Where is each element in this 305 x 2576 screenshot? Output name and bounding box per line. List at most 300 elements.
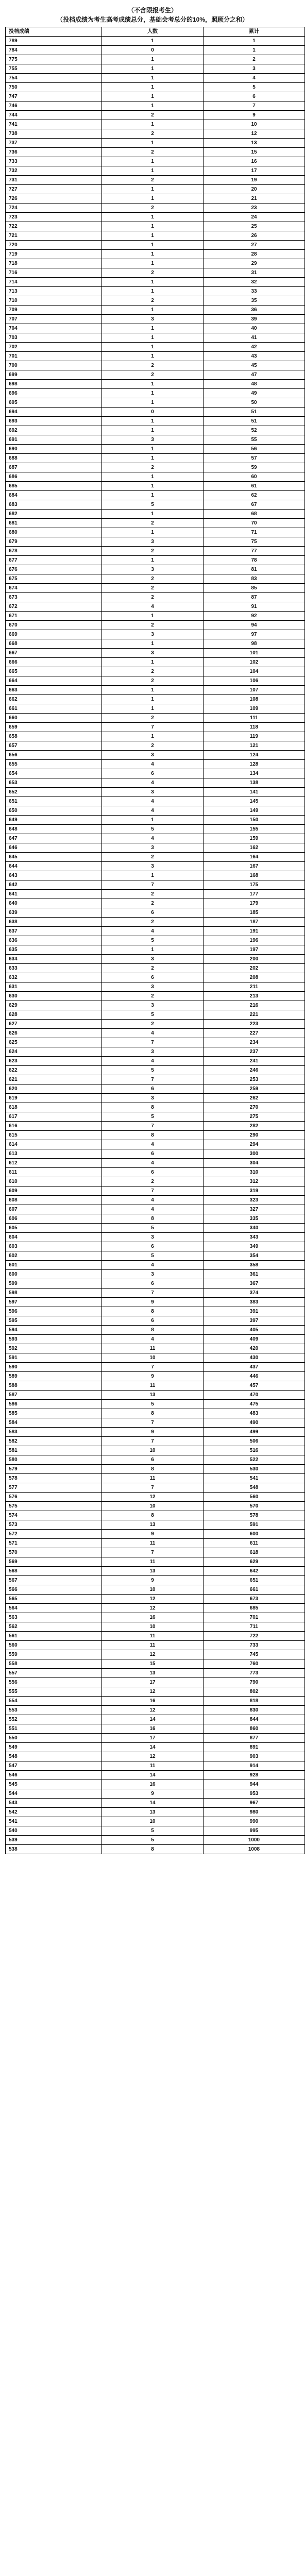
cell-cumulative: 361 bbox=[204, 1270, 305, 1279]
cell-score: 657 bbox=[6, 741, 102, 751]
column-header-score: 投档成绩 bbox=[6, 27, 102, 37]
cell-score: 548 bbox=[6, 1752, 102, 1761]
cell-score: 750 bbox=[6, 83, 102, 92]
table-row bbox=[6, 1187, 305, 1196]
cell-count: 9 bbox=[102, 1372, 204, 1381]
table-row bbox=[6, 1084, 305, 1094]
table-row bbox=[6, 101, 305, 111]
cell-cumulative: 578 bbox=[204, 1511, 305, 1520]
table-row bbox=[6, 46, 305, 55]
cell-cumulative: 995 bbox=[204, 1826, 305, 1836]
table-row bbox=[6, 695, 305, 704]
cell-count: 1 bbox=[102, 417, 204, 426]
table-row bbox=[6, 1437, 305, 1446]
table-row bbox=[6, 472, 305, 482]
table-row bbox=[6, 964, 305, 973]
table-row bbox=[6, 1622, 305, 1632]
cell-score: 607 bbox=[6, 1205, 102, 1214]
cell-count: 1 bbox=[102, 64, 204, 74]
cell-score: 613 bbox=[6, 1149, 102, 1159]
cell-count: 16 bbox=[102, 1724, 204, 1734]
table-row bbox=[6, 1799, 305, 1808]
table-row bbox=[6, 519, 305, 528]
table-row bbox=[6, 862, 305, 871]
cell-score: 567 bbox=[6, 1576, 102, 1585]
cell-count: 13 bbox=[102, 1669, 204, 1678]
table-row bbox=[6, 1641, 305, 1650]
table-row bbox=[6, 278, 305, 287]
cell-cumulative: 953 bbox=[204, 1789, 305, 1799]
cell-count: 0 bbox=[102, 408, 204, 417]
cell-cumulative: 270 bbox=[204, 1103, 305, 1112]
cell-score: 582 bbox=[6, 1437, 102, 1446]
cell-score: 551 bbox=[6, 1724, 102, 1734]
table-row bbox=[6, 111, 305, 120]
cell-cumulative: 483 bbox=[204, 1409, 305, 1418]
table-row bbox=[6, 1465, 305, 1474]
cell-cumulative: 374 bbox=[204, 1289, 305, 1298]
cell-count: 8 bbox=[102, 1409, 204, 1418]
cell-count: 1 bbox=[102, 612, 204, 621]
table-row bbox=[6, 1483, 305, 1493]
table-row bbox=[6, 1326, 305, 1335]
cell-cumulative: 327 bbox=[204, 1205, 305, 1214]
cell-count: 2 bbox=[102, 593, 204, 602]
table-row bbox=[6, 37, 305, 46]
cell-score: 570 bbox=[6, 1548, 102, 1557]
cell-count: 1 bbox=[102, 120, 204, 129]
cell-count: 2 bbox=[102, 547, 204, 556]
cell-count: 1 bbox=[102, 278, 204, 287]
cell-cumulative: 83 bbox=[204, 574, 305, 584]
header-line-1: （不含限报考生） bbox=[127, 7, 177, 14]
cell-score: 640 bbox=[6, 899, 102, 908]
table-row bbox=[6, 769, 305, 778]
cell-cumulative: 196 bbox=[204, 936, 305, 945]
table-row bbox=[6, 1168, 305, 1177]
cell-cumulative: 651 bbox=[204, 1576, 305, 1585]
table-row bbox=[6, 992, 305, 1001]
document-header bbox=[5, 6, 300, 24]
cell-score: 629 bbox=[6, 1001, 102, 1010]
table-row bbox=[6, 185, 305, 194]
cell-cumulative: 21 bbox=[204, 194, 305, 204]
cell-cumulative: 138 bbox=[204, 778, 305, 788]
cell-count: 1 bbox=[102, 166, 204, 176]
cell-count: 2 bbox=[102, 676, 204, 686]
cell-score: 672 bbox=[6, 602, 102, 612]
cell-cumulative: 4 bbox=[204, 74, 305, 83]
cell-cumulative: 13 bbox=[204, 139, 305, 148]
cell-score: 694 bbox=[6, 408, 102, 417]
cell-score: 641 bbox=[6, 890, 102, 899]
cell-score: 604 bbox=[6, 1233, 102, 1242]
cell-count: 5 bbox=[102, 1066, 204, 1075]
cell-count: 4 bbox=[102, 927, 204, 936]
cell-score: 649 bbox=[6, 816, 102, 825]
cell-cumulative: 722 bbox=[204, 1632, 305, 1641]
cell-count: 7 bbox=[102, 1122, 204, 1131]
cell-count: 7 bbox=[102, 1075, 204, 1084]
cell-count: 7 bbox=[102, 880, 204, 890]
cell-score: 662 bbox=[6, 695, 102, 704]
table-row bbox=[6, 454, 305, 463]
cell-count: 1 bbox=[102, 658, 204, 667]
cell-cumulative: 33 bbox=[204, 287, 305, 296]
cell-score: 638 bbox=[6, 918, 102, 927]
table-row bbox=[6, 1112, 305, 1122]
table-row bbox=[6, 1567, 305, 1576]
cell-score: 677 bbox=[6, 556, 102, 565]
table-row bbox=[6, 148, 305, 157]
cell-count: 16 bbox=[102, 1697, 204, 1706]
cell-score: 539 bbox=[6, 1836, 102, 1845]
cell-cumulative: 227 bbox=[204, 1029, 305, 1038]
table-row bbox=[6, 463, 305, 472]
cell-count: 1 bbox=[102, 324, 204, 333]
table-row bbox=[6, 918, 305, 927]
cell-score: 618 bbox=[6, 1103, 102, 1112]
cell-count: 2 bbox=[102, 296, 204, 306]
cell-score: 624 bbox=[6, 1047, 102, 1057]
cell-count: 1 bbox=[102, 83, 204, 92]
cell-cumulative: 294 bbox=[204, 1140, 305, 1149]
cell-score: 557 bbox=[6, 1669, 102, 1678]
table-row bbox=[6, 797, 305, 806]
cell-count: 1 bbox=[102, 352, 204, 361]
column-header-cumulative: 累计 bbox=[204, 27, 305, 37]
cell-cumulative: 275 bbox=[204, 1112, 305, 1122]
table-row bbox=[6, 83, 305, 92]
cell-cumulative: 773 bbox=[204, 1669, 305, 1678]
cell-score: 609 bbox=[6, 1187, 102, 1196]
table-row bbox=[6, 723, 305, 732]
table-row bbox=[6, 806, 305, 816]
cell-score: 632 bbox=[6, 973, 102, 982]
cell-count: 1 bbox=[102, 92, 204, 101]
cell-cumulative: 335 bbox=[204, 1214, 305, 1224]
table-row bbox=[6, 630, 305, 639]
cell-count: 12 bbox=[102, 1650, 204, 1659]
cell-count: 1 bbox=[102, 380, 204, 389]
table-row bbox=[6, 778, 305, 788]
cell-count: 12 bbox=[102, 1493, 204, 1502]
cell-count: 12 bbox=[102, 1687, 204, 1697]
cell-cumulative: 145 bbox=[204, 797, 305, 806]
table-row bbox=[6, 1752, 305, 1761]
cell-cumulative: 128 bbox=[204, 760, 305, 769]
cell-count: 7 bbox=[102, 1363, 204, 1372]
table-row bbox=[6, 908, 305, 918]
cell-cumulative: 397 bbox=[204, 1316, 305, 1326]
cell-count: 2 bbox=[102, 148, 204, 157]
cell-cumulative: 92 bbox=[204, 612, 305, 621]
table-row bbox=[6, 1474, 305, 1483]
cell-cumulative: 7 bbox=[204, 101, 305, 111]
cell-count: 10 bbox=[102, 1353, 204, 1363]
cell-score: 726 bbox=[6, 194, 102, 204]
cell-score: 602 bbox=[6, 1251, 102, 1261]
cell-score: 622 bbox=[6, 1066, 102, 1075]
cell-count: 2 bbox=[102, 111, 204, 120]
cell-count: 1 bbox=[102, 695, 204, 704]
cell-score: 542 bbox=[6, 1808, 102, 1817]
cell-count: 9 bbox=[102, 1530, 204, 1539]
cell-cumulative: 237 bbox=[204, 1047, 305, 1057]
cell-count: 1 bbox=[102, 510, 204, 519]
table-row bbox=[6, 1808, 305, 1817]
cell-cumulative: 891 bbox=[204, 1743, 305, 1752]
cell-score: 702 bbox=[6, 343, 102, 352]
cell-score: 630 bbox=[6, 992, 102, 1001]
cell-count: 1 bbox=[102, 704, 204, 714]
cell-score: 594 bbox=[6, 1326, 102, 1335]
cell-count: 2 bbox=[102, 574, 204, 584]
table-row bbox=[6, 306, 305, 315]
cell-count: 3 bbox=[102, 788, 204, 797]
cell-count: 3 bbox=[102, 630, 204, 639]
cell-count: 4 bbox=[102, 602, 204, 612]
cell-cumulative: 259 bbox=[204, 1084, 305, 1094]
table-row bbox=[6, 1687, 305, 1697]
cell-count: 4 bbox=[102, 1196, 204, 1205]
cell-cumulative: 312 bbox=[204, 1177, 305, 1187]
cell-score: 569 bbox=[6, 1557, 102, 1567]
cell-count: 10 bbox=[102, 1817, 204, 1826]
cell-count: 3 bbox=[102, 982, 204, 992]
cell-cumulative: 1000 bbox=[204, 1836, 305, 1845]
cell-score: 647 bbox=[6, 834, 102, 843]
cell-score: 639 bbox=[6, 908, 102, 918]
table-row bbox=[6, 1066, 305, 1075]
cell-cumulative: 600 bbox=[204, 1530, 305, 1539]
table-row bbox=[6, 1632, 305, 1641]
table-row bbox=[6, 1140, 305, 1149]
cell-cumulative: 506 bbox=[204, 1437, 305, 1446]
cell-count: 13 bbox=[102, 1520, 204, 1530]
cell-count: 11 bbox=[102, 1557, 204, 1567]
cell-score: 546 bbox=[6, 1771, 102, 1780]
cell-cumulative: 354 bbox=[204, 1251, 305, 1261]
cell-count: 0 bbox=[102, 46, 204, 55]
cell-score: 544 bbox=[6, 1789, 102, 1799]
table-row bbox=[6, 1391, 305, 1400]
cell-cumulative: 106 bbox=[204, 676, 305, 686]
table-row bbox=[6, 491, 305, 500]
cell-count: 6 bbox=[102, 908, 204, 918]
cell-count: 2 bbox=[102, 899, 204, 908]
cell-cumulative: 733 bbox=[204, 1641, 305, 1650]
table-row bbox=[6, 408, 305, 417]
cell-cumulative: 47 bbox=[204, 370, 305, 380]
cell-score: 652 bbox=[6, 788, 102, 797]
cell-count: 1 bbox=[102, 55, 204, 64]
table-row bbox=[6, 204, 305, 213]
table-row bbox=[6, 816, 305, 825]
cell-cumulative: 319 bbox=[204, 1187, 305, 1196]
cell-cumulative: 162 bbox=[204, 843, 305, 853]
cell-score: 560 bbox=[6, 1641, 102, 1650]
table-row bbox=[6, 1669, 305, 1678]
cell-count: 10 bbox=[102, 1446, 204, 1455]
cell-cumulative: 118 bbox=[204, 723, 305, 732]
table-row bbox=[6, 760, 305, 769]
cell-count: 8 bbox=[102, 1326, 204, 1335]
cell-cumulative: 246 bbox=[204, 1066, 305, 1075]
cell-count: 2 bbox=[102, 1177, 204, 1187]
cell-score: 661 bbox=[6, 704, 102, 714]
cell-cumulative: 29 bbox=[204, 259, 305, 268]
cell-count: 8 bbox=[102, 1103, 204, 1112]
cell-score: 645 bbox=[6, 853, 102, 862]
table-row bbox=[6, 1613, 305, 1622]
cell-count: 12 bbox=[102, 1595, 204, 1604]
cell-count: 2 bbox=[102, 890, 204, 899]
table-row bbox=[6, 426, 305, 435]
cell-cumulative: 102 bbox=[204, 658, 305, 667]
cell-cumulative: 548 bbox=[204, 1483, 305, 1493]
table-row bbox=[6, 435, 305, 445]
table-row bbox=[6, 788, 305, 797]
cell-score: 625 bbox=[6, 1038, 102, 1047]
cell-cumulative: 234 bbox=[204, 1038, 305, 1047]
table-row bbox=[6, 955, 305, 964]
cell-cumulative: 107 bbox=[204, 686, 305, 695]
table-row bbox=[6, 1659, 305, 1669]
column-header-count: 人数 bbox=[102, 27, 204, 37]
cell-count: 2 bbox=[102, 741, 204, 751]
cell-cumulative: 830 bbox=[204, 1706, 305, 1715]
table-header-row bbox=[6, 27, 305, 37]
table-row bbox=[6, 1159, 305, 1168]
cell-score: 554 bbox=[6, 1697, 102, 1706]
table-row bbox=[6, 1743, 305, 1752]
cell-cumulative: 262 bbox=[204, 1094, 305, 1103]
cell-score: 591 bbox=[6, 1353, 102, 1363]
cell-cumulative: 187 bbox=[204, 918, 305, 927]
cell-count: 2 bbox=[102, 1020, 204, 1029]
cell-score: 741 bbox=[6, 120, 102, 129]
table-row bbox=[6, 1706, 305, 1715]
cell-score: 687 bbox=[6, 463, 102, 472]
cell-score: 559 bbox=[6, 1650, 102, 1659]
cell-score: 563 bbox=[6, 1613, 102, 1622]
cell-cumulative: 177 bbox=[204, 890, 305, 899]
cell-count: 2 bbox=[102, 853, 204, 862]
table-row bbox=[6, 380, 305, 389]
cell-score: 637 bbox=[6, 927, 102, 936]
table-row bbox=[6, 1298, 305, 1307]
cell-cumulative: 159 bbox=[204, 834, 305, 843]
cell-score: 684 bbox=[6, 491, 102, 500]
table-row bbox=[6, 1057, 305, 1066]
cell-count: 8 bbox=[102, 1845, 204, 1854]
cell-cumulative: 52 bbox=[204, 426, 305, 435]
cell-score: 627 bbox=[6, 1020, 102, 1029]
cell-cumulative: 358 bbox=[204, 1261, 305, 1270]
cell-score: 710 bbox=[6, 296, 102, 306]
cell-count: 3 bbox=[102, 435, 204, 445]
cell-score: 650 bbox=[6, 806, 102, 816]
cell-cumulative: 42 bbox=[204, 343, 305, 352]
cell-cumulative: 223 bbox=[204, 1020, 305, 1029]
table-row bbox=[6, 1316, 305, 1326]
table-row bbox=[6, 129, 305, 139]
cell-cumulative: 673 bbox=[204, 1595, 305, 1604]
cell-score: 724 bbox=[6, 204, 102, 213]
table-row bbox=[6, 686, 305, 695]
cell-count: 2 bbox=[102, 584, 204, 593]
cell-cumulative: 860 bbox=[204, 1724, 305, 1734]
table-row bbox=[6, 1261, 305, 1270]
cell-count: 6 bbox=[102, 1242, 204, 1251]
cell-score: 597 bbox=[6, 1298, 102, 1307]
cell-cumulative: 62 bbox=[204, 491, 305, 500]
cell-count: 1 bbox=[102, 389, 204, 398]
cell-count: 14 bbox=[102, 1799, 204, 1808]
cell-score: 608 bbox=[6, 1196, 102, 1205]
cell-count: 2 bbox=[102, 129, 204, 139]
cell-score: 547 bbox=[6, 1761, 102, 1771]
cell-score: 605 bbox=[6, 1224, 102, 1233]
cell-count: 13 bbox=[102, 1808, 204, 1817]
cell-count: 9 bbox=[102, 1789, 204, 1799]
cell-count: 4 bbox=[102, 1335, 204, 1344]
table-row bbox=[6, 621, 305, 630]
table-row bbox=[6, 259, 305, 268]
cell-count: 2 bbox=[102, 667, 204, 676]
cell-cumulative: 59 bbox=[204, 463, 305, 472]
cell-cumulative: 40 bbox=[204, 324, 305, 333]
table-row bbox=[6, 1595, 305, 1604]
table-row bbox=[6, 1010, 305, 1020]
cell-count: 5 bbox=[102, 1251, 204, 1261]
cell-score: 588 bbox=[6, 1381, 102, 1391]
cell-cumulative: 516 bbox=[204, 1446, 305, 1455]
table-row bbox=[6, 500, 305, 510]
cell-score: 615 bbox=[6, 1131, 102, 1140]
cell-cumulative: 35 bbox=[204, 296, 305, 306]
cell-cumulative: 19 bbox=[204, 176, 305, 185]
cell-count: 7 bbox=[102, 1418, 204, 1428]
cell-score: 592 bbox=[6, 1344, 102, 1353]
cell-score: 676 bbox=[6, 565, 102, 574]
cell-score: 600 bbox=[6, 1270, 102, 1279]
cell-count: 6 bbox=[102, 1168, 204, 1177]
cell-cumulative: 760 bbox=[204, 1659, 305, 1669]
cell-count: 1 bbox=[102, 945, 204, 955]
cell-score: 685 bbox=[6, 482, 102, 491]
cell-count: 2 bbox=[102, 964, 204, 973]
table-row bbox=[6, 1557, 305, 1567]
cell-cumulative: 2 bbox=[204, 55, 305, 64]
cell-count: 3 bbox=[102, 751, 204, 760]
cell-score: 633 bbox=[6, 964, 102, 973]
table-row bbox=[6, 1734, 305, 1743]
table-row bbox=[6, 1289, 305, 1298]
cell-score: 614 bbox=[6, 1140, 102, 1149]
table-row bbox=[6, 667, 305, 676]
cell-count: 4 bbox=[102, 834, 204, 843]
cell-count: 2 bbox=[102, 918, 204, 927]
cell-cumulative: 85 bbox=[204, 584, 305, 593]
table-row bbox=[6, 676, 305, 686]
table-row bbox=[6, 1826, 305, 1836]
cell-score: 610 bbox=[6, 1177, 102, 1187]
table-row bbox=[6, 751, 305, 760]
table-row bbox=[6, 241, 305, 250]
table-row bbox=[6, 1020, 305, 1029]
